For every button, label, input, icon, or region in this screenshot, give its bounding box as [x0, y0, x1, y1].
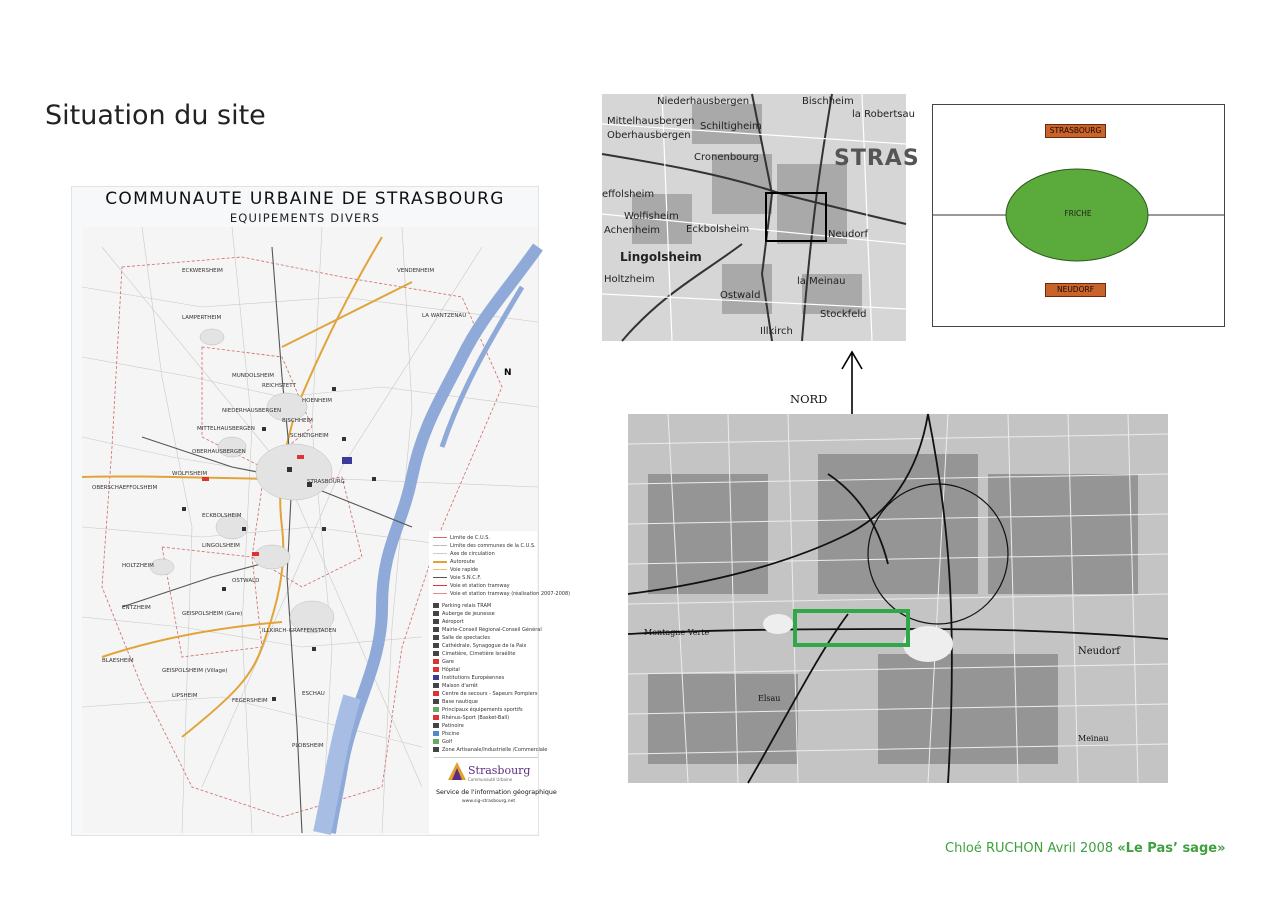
svg-text:LAMPERTHEIM: LAMPERTHEIM [182, 315, 222, 321]
legend-item: Base nautique [433, 699, 478, 705]
detail-map-label: Oberhausbergen [607, 130, 691, 141]
legend-item: Cathédrale, Synagogue de la Paix [433, 643, 526, 649]
legend-item: Maison d'arrêt [433, 683, 478, 689]
legend-item: Voie et station tramway (réalisation 2007-2008) [433, 591, 570, 597]
detail-map-label: Illkirch [760, 326, 793, 337]
svg-text:FEGERSHEIM: FEGERSHEIM [232, 698, 268, 704]
page-title: Situation du site [45, 100, 266, 131]
detail-map-label: Wolfisheim [624, 211, 679, 222]
north-marker: N [504, 368, 512, 378]
legend-item: Limite de C.U.S. [433, 535, 490, 541]
detail-map-label: Holtzheim [604, 274, 655, 285]
detail-map-label: Neudorf [828, 229, 869, 240]
detail-map-city-label: STRAS [834, 146, 920, 171]
detail-map-label: Schiltigheim [700, 121, 762, 132]
legend-item: Mairie-Conseil Régional-Conseil Général [433, 627, 542, 633]
legend-item: Golf [433, 739, 452, 745]
svg-text:NIEDERHAUSBERGEN: NIEDERHAUSBERGEN [222, 408, 282, 414]
logo-subtitle: Communauté Urbaine [468, 777, 513, 782]
nord-label: NORD [790, 392, 828, 406]
map-title: COMMUNAUTE URBAINE DE STRASBOURG [105, 189, 505, 209]
footer-author: Chloé RUCHON Avril 2008 [945, 841, 1114, 856]
legend-item: Institutions Européennes [433, 675, 504, 681]
schema-tag-strasbourg: STRASBOURG [1045, 124, 1106, 138]
city-map-label: Neudorf [1078, 646, 1121, 657]
svg-text:ENTZHEIM: ENTZHEIM [122, 605, 151, 611]
detail-map-label: Ostwald [720, 290, 761, 301]
legend-item: Principaux équipements sportifs [433, 707, 523, 713]
detail-map-label: Cronenbourg [694, 152, 759, 163]
detail-map-label: Niederhausbergen [657, 96, 750, 107]
legend-item: Salle de spectacles [433, 635, 490, 641]
legend-item: Limite des communes de la C.U.S. [433, 543, 536, 549]
legend-item: Axe de circulation [433, 551, 495, 557]
site-highlight-frame [793, 609, 910, 647]
svg-text:OBERSCHAEFFOLSHEIM: OBERSCHAEFFOLSHEIM [92, 485, 158, 491]
schema-friche-label: FRICHE [1064, 209, 1092, 218]
schema-tag-neudorf: NEUDORF [1045, 283, 1106, 297]
svg-text:ESCHAU: ESCHAU [302, 691, 325, 697]
detail-map-label: effolsheim [602, 189, 655, 200]
site-schema [932, 104, 1225, 327]
footer-project: «Le Pas’ sage» [1117, 841, 1226, 856]
svg-text:OSTWALD: OSTWALD [232, 578, 260, 584]
legend-item: Patinoire [433, 723, 464, 729]
city-map-drawing [628, 414, 1168, 783]
legend-item: Hôpital [433, 667, 460, 673]
city-map-label: Montagne Verte [644, 628, 710, 637]
logo-service: Service de l'information géographique [436, 789, 557, 796]
logo-name: Strasbourg [468, 764, 531, 777]
legend-item: Voie et station tramway [433, 583, 510, 589]
logo-url: www.sig-strasbourg.net [462, 799, 516, 804]
detail-map-label: la Meinau [797, 276, 846, 287]
svg-text:GEISPOLSHEIM (Village): GEISPOLSHEIM (Village) [162, 668, 228, 674]
svg-text:MITTELHAUSBERGEN: MITTELHAUSBERGEN [197, 426, 255, 432]
svg-text:VENDENHEIM: VENDENHEIM [397, 268, 435, 274]
legend-item: Voie S.N.C.F. [433, 575, 481, 581]
detail-map-label: Eckbolsheim [686, 224, 750, 235]
legend-item: Cimetière, Cimetière Israélite [433, 651, 515, 657]
detail-map-label: Bischheim [802, 96, 854, 107]
legend-item: Aéroport [433, 619, 464, 625]
svg-text:GEISPOLSHEIM (Gare): GEISPOLSHEIM (Gare) [182, 611, 243, 617]
legend-item: Auberge de jeunesse [433, 611, 495, 617]
svg-text:WOLFISHEIM: WOLFISHEIM [172, 471, 208, 477]
legend-item: Voie rapide [433, 567, 478, 573]
svg-text:LINGOLSHEIM: LINGOLSHEIM [202, 543, 240, 549]
legend-item: Rhénus-Sport (Basket-Ball) [433, 715, 509, 721]
footer-credit [945, 841, 1225, 856]
svg-text:BLAESHEIM: BLAESHEIM [102, 658, 134, 664]
svg-text:OBERHAUSBERGEN: OBERHAUSBERGEN [192, 449, 246, 455]
svg-text:STRASBOURG: STRASBOURG [307, 479, 345, 485]
legend-item: Autoroute [433, 559, 475, 565]
city-map-label: Meinau [1078, 734, 1109, 743]
map-subtitle: EQUIPEMENTS DIVERS [229, 211, 381, 225]
legend-item: Piscine [433, 731, 459, 737]
cus-map [71, 186, 571, 836]
svg-text:ECKBOLSHEIM: ECKBOLSHEIM [202, 513, 242, 519]
strasbourg-logo-block [434, 757, 557, 832]
svg-text:BISCHHEIM: BISCHHEIM [282, 418, 313, 424]
legend-item: Gare [433, 659, 454, 665]
detail-map-label: la Robertsau [852, 109, 915, 120]
svg-text:ECKWERSHEIM: ECKWERSHEIM [182, 268, 223, 274]
legend-item: Zone Artisanale/Industrielle /Commerciale [433, 747, 547, 753]
detail-map-label: Mittelhausbergen [607, 116, 695, 127]
detail-map-label: Lingolsheim [620, 250, 702, 264]
svg-text:PLOBSHEIM: PLOBSHEIM [292, 743, 324, 749]
strasbourg-logo-icon [448, 762, 466, 784]
svg-text:MUNDOLSHEIM: MUNDOLSHEIM [232, 373, 274, 379]
svg-text:SCHILTIGHEIM: SCHILTIGHEIM [290, 433, 329, 439]
svg-text:REICHSTETT: REICHSTETT [262, 383, 296, 389]
svg-text:HOLTZHEIM: HOLTZHEIM [122, 563, 154, 569]
focus-frame [765, 192, 827, 242]
svg-text:ILLKIRCH-GRAFFENSTADEN: ILLKIRCH-GRAFFENSTADEN [262, 628, 337, 634]
city-map-label: Elsau [758, 694, 781, 703]
svg-text:LIPSHEIM: LIPSHEIM [172, 693, 198, 699]
svg-text:HOENHEIM: HOENHEIM [302, 398, 333, 404]
legend-item: Centre de secours - Sapeurs Pompiers [433, 691, 537, 697]
city-map [628, 414, 1168, 783]
detail-map [602, 94, 920, 341]
detail-map-label: Stockfeld [820, 309, 867, 320]
svg-text:LA WANTZENAU: LA WANTZENAU [422, 313, 467, 319]
legend-item: Parking relais TRAM [433, 603, 491, 609]
detail-map-label: Achenheim [604, 225, 661, 236]
